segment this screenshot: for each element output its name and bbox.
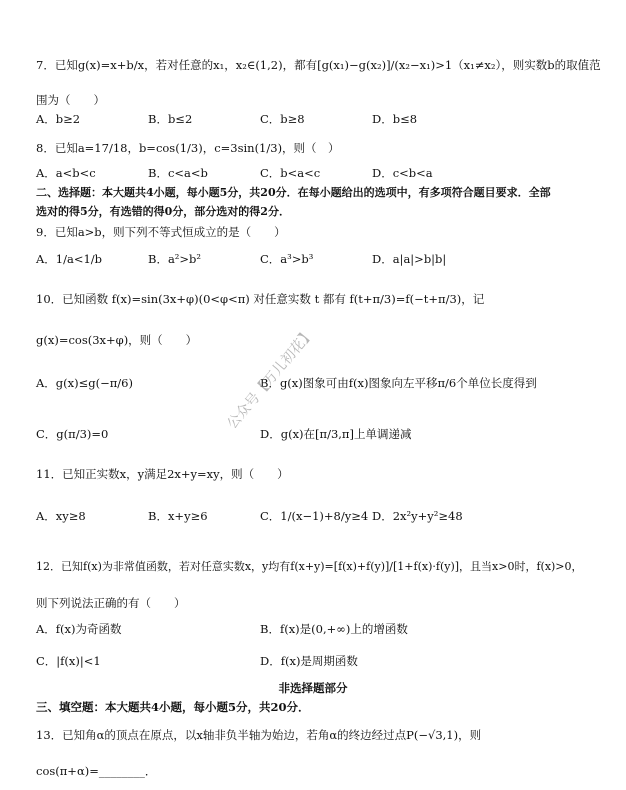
q12-line1: 12．已知f(x)为非常值函数，若对任意实数x，y均有f(x+y)=[f(x)+f(y)]/[1+f(x)·f(y)]，且当x>0时，f(x)>0， (36, 560, 583, 573)
watermark: 公众号【万儿初花】 (224, 325, 318, 433)
q11-stem: 11．已知正实数x，y满足2x+y=xy，则（ ） (36, 467, 289, 481)
q12-option-a: A．f(x)为奇函数 (36, 622, 122, 636)
q10-line2: g(x)=cos(3x+φ)，则（ ） (36, 333, 198, 347)
q13-line1: 13．已知角α的顶点在原点，以x轴非负半轴为始边，若角α的终边经过点P(−√3,1)，则 (36, 728, 482, 742)
q8-option-b: B．c<a<b (148, 166, 208, 180)
q7-line1: 7．已知g(x)=x+b/x，若对任意的x₁，x₂∈(1,2)，都有[g(x₁)−g(x₂)]/(x₂−x₁)>1（x₁≠x₂），则实数b的取值范 (36, 58, 601, 72)
q9-option-c: C．a³>b³ (260, 252, 314, 266)
q9-stem: 9．已知a>b，则下列不等式恒成立的是（ ） (36, 225, 286, 239)
q11-option-c: C．1/(x−1)+8/y≥4 (260, 509, 369, 523)
q9-option-b: B．a²>b² (148, 252, 202, 266)
section2-heading-line2: 选对的得5分，有选错的得0分，部分选对的得2分． (36, 205, 290, 218)
q10-option-a: A．g(x)≤g(−π/6) (36, 376, 133, 390)
part-title: 非选择题部分 (278, 681, 348, 695)
q7-option-a: A．b≥2 (36, 112, 81, 126)
q9-option-a: A．1/a<1/b (36, 252, 103, 266)
q12-option-d: D．f(x)是周期函数 (260, 654, 358, 668)
q10-line1: 10．已知函数 f(x)=sin(3x+φ)(0<φ<π) 对任意实数 t 都有 f(t+π/3)=f(−t+π/3)，记 (36, 292, 485, 306)
q13-line2: cos(π+α)=________． (36, 764, 157, 778)
q12-option-b: B．f(x)是(0,+∞)上的增函数 (260, 622, 408, 636)
q7-option-d: D．b≤8 (372, 112, 418, 126)
q11-option-b: B．x+y≥6 (148, 509, 208, 523)
q11-option-a: A．xy≥8 (36, 509, 86, 523)
q10-option-b: B．g(x)图象可由f(x)图象向左平移π/6个单位长度得到 (260, 376, 537, 390)
q12-option-c: C．|f(x)|<1 (36, 654, 101, 668)
q8-option-d: D．c<b<a (372, 166, 433, 180)
q9-option-d: D．a|a|>b|b| (372, 252, 447, 266)
q8-option-a: A．a<b<c (36, 166, 96, 180)
section3-heading: 三、填空题：本大题共4小题，每小题5分，共20分． (36, 700, 310, 714)
q10-option-c: C．g(π/3)=0 (36, 427, 109, 441)
q11-option-d: D．2x²y+y²≥48 (372, 509, 463, 523)
q8-option-c: C．b<a<c (260, 166, 321, 180)
q7-option-b: B．b≤2 (148, 112, 193, 126)
q10-option-d: D．g(x)在[π/3,π]上单调递减 (260, 427, 412, 441)
q7-line2: 围为（ ） (36, 93, 105, 107)
q7-option-c: C．b≥8 (260, 112, 305, 126)
q8-stem: 8．已知a=17/18，b=cos(1/3)，c=3sin(1/3)，则（ ） (36, 141, 340, 155)
q12-line2: 则下列说法正确的有（ ） (36, 596, 186, 610)
section2-heading-line1: 二、选择题：本大题共4小题，每小题5分，共20分．在每小题给出的选项中，有多项符合题目要求．全部 (36, 186, 551, 199)
